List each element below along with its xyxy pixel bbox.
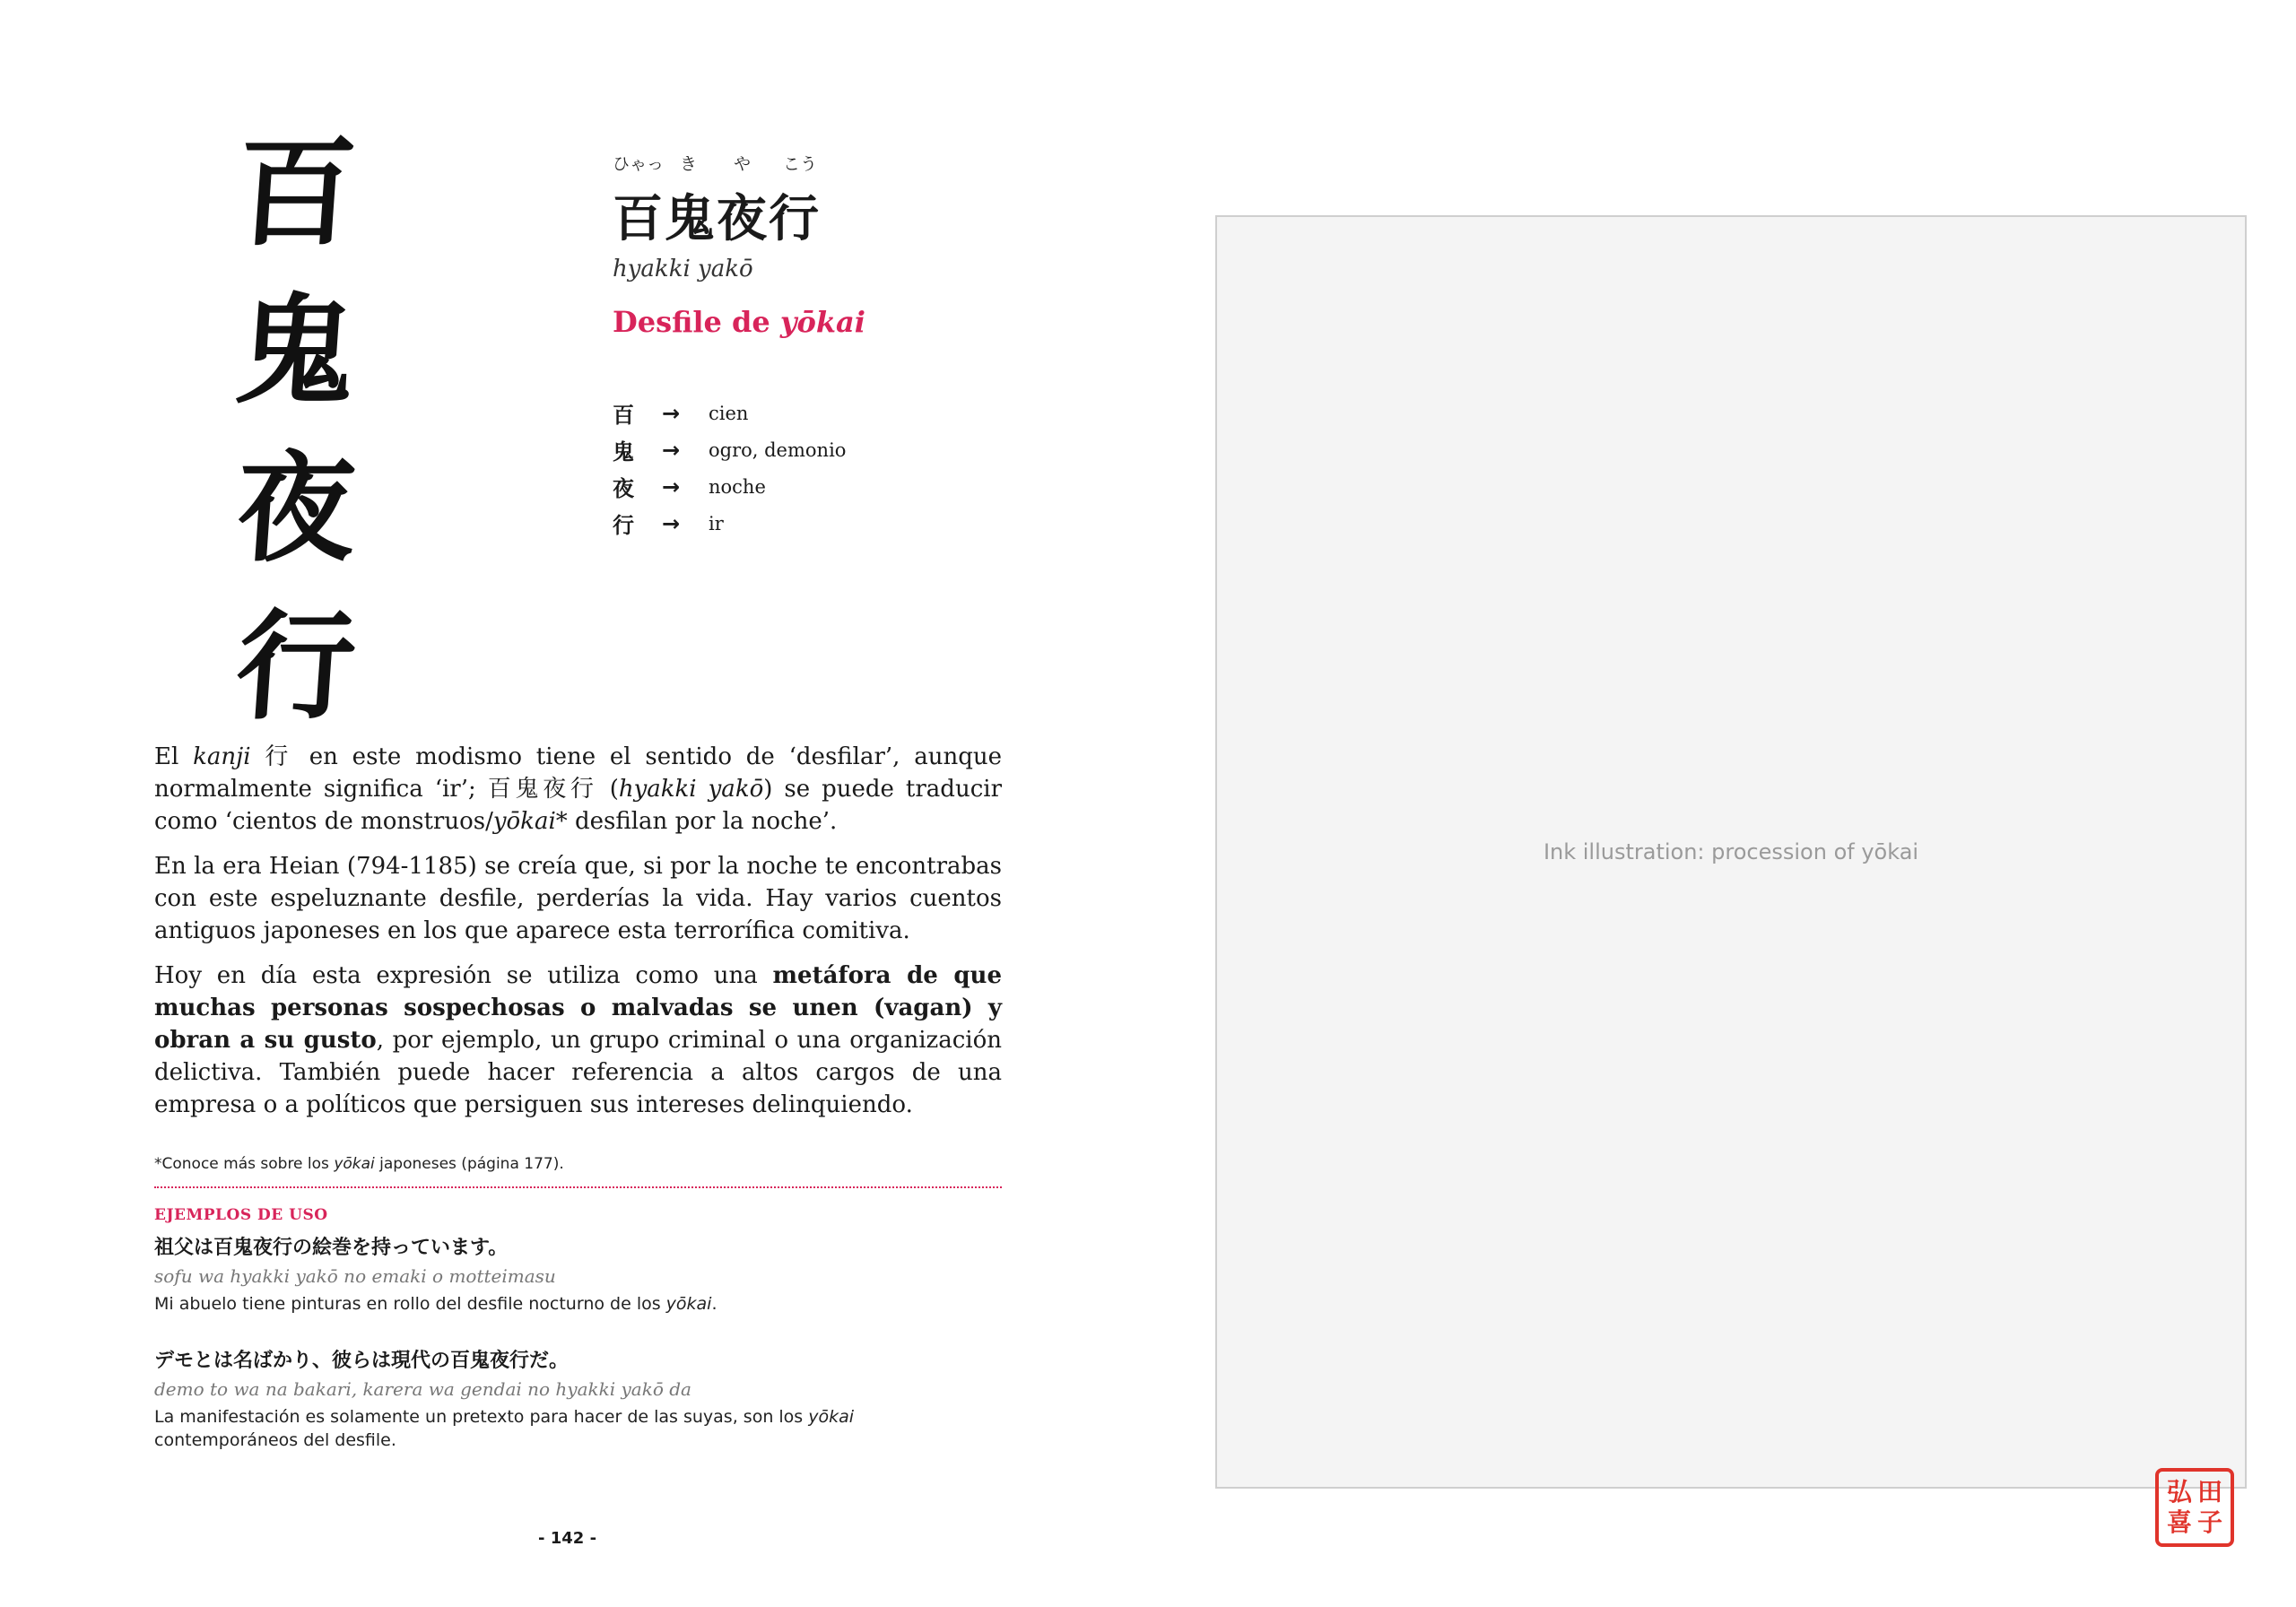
calligraphy-char: 夜 [231, 440, 361, 578]
calligraphy-column [211, 125, 381, 736]
text: La manifestación es solamente un pretexto para hacer de las suyas, son los [154, 1407, 809, 1427]
breakdown-row [613, 395, 846, 431]
illustration-label: Ink illustration: procession of yōkai [1543, 839, 1919, 864]
seal-glyph: 田 [2196, 1477, 2222, 1507]
seal-glyph: 子 [2196, 1507, 2222, 1537]
breakdown-row [613, 468, 846, 505]
seal-glyph: 弘 [2166, 1477, 2192, 1507]
example-japanese: 祖父は百鬼夜行の絵巻を持っています。 [154, 1237, 509, 1259]
paragraph [154, 960, 1002, 1121]
text: . [711, 1294, 718, 1314]
heading-meaning [613, 305, 865, 339]
text-italic: yōkai* [492, 808, 568, 835]
example-translation [154, 1292, 1002, 1316]
breakdown-kanji: 百 [613, 403, 634, 428]
furigana: や [734, 154, 752, 174]
example-japanese: デモとは名ばかり、彼らは現代の百鬼夜行だ。 [154, 1350, 570, 1372]
example [154, 1220, 1002, 1316]
illustration-placeholder [1215, 215, 2247, 1489]
breakdown-kanji: 鬼 [613, 439, 634, 465]
breakdown-meaning: cien [709, 402, 749, 424]
calligraphy-char: 百 [231, 125, 361, 263]
dotted-divider [154, 1186, 1002, 1188]
breakdown-kanji: 行 [613, 513, 634, 538]
furigana: こう [783, 154, 818, 174]
example-romaji: sofu wa hyakki yakō no emaki o motteimasu [154, 1265, 556, 1287]
heading-kanji: 百鬼夜行 [613, 190, 821, 248]
arrow-icon: → [662, 437, 681, 463]
text: desfilan por la noche’. [567, 808, 838, 835]
footnote [154, 1155, 564, 1173]
furigana: ひゃっ [613, 154, 665, 174]
meaning-text: Desfile de [613, 305, 780, 339]
arrow-icon: → [662, 510, 681, 536]
right-page [1148, 0, 2296, 1607]
breakdown-kanji: 夜 [613, 476, 634, 501]
text: contemporáneos del desfile. [154, 1430, 396, 1450]
furigana: き [680, 154, 698, 174]
text-italic: kanji [193, 743, 251, 770]
breakdown-row [613, 505, 846, 542]
examples-title: EJEMPLOS DE USO [154, 1206, 328, 1224]
text: ( [597, 776, 619, 803]
example-translation [154, 1405, 1002, 1452]
breakdown-meaning: ir [709, 512, 724, 534]
breakdown-meaning: noche [709, 475, 766, 498]
arrow-icon: → [662, 473, 681, 499]
calligraphy-char: 行 [231, 598, 361, 736]
heading-romaji: hyakki yakō [613, 256, 753, 282]
text-italic: hyakki yakō [618, 776, 764, 803]
arrow-icon: → [662, 400, 681, 426]
text: Mi abuelo tiene pinturas en rollo del desfile nocturno de los [154, 1294, 666, 1314]
text: , por ejemplo, un grupo criminal o una organización delictiva. También puede hacer referencia a altos cargos de una empresa o a políticos que persiguen sus intereses delinquiendo. [154, 1027, 1002, 1118]
breakdown-meaning: ogro, demonio [709, 439, 847, 461]
body-text [154, 741, 1002, 1134]
meaning-italic: yōkai [779, 305, 865, 339]
text-italic: yōkai [808, 1407, 855, 1427]
breakdown-row [613, 431, 846, 468]
calligraphy-char: 鬼 [231, 282, 361, 421]
text: El [154, 743, 194, 770]
inline-kanji: 百鬼夜行 [487, 776, 598, 803]
text: 行 en este modismo tiene el sentido de ‘desfilar’, aunque normalmente significa ‘ir’; [154, 743, 1002, 803]
kanji-breakdown [613, 395, 846, 542]
seal-glyph: 喜 [2166, 1507, 2192, 1537]
artist-seal [2155, 1468, 2234, 1547]
text: japoneses (página 177). [374, 1155, 564, 1173]
text-bold: metáfora de que muchas personas sospechosas o malvadas se unen (vagan) y obran a su gusto [154, 962, 1002, 1054]
paragraph [154, 741, 1002, 838]
example-romaji: demo to wa na bakari, karera wa gendai no hyakki yakō da [154, 1378, 691, 1400]
text-italic: yōkai [665, 1294, 712, 1314]
example [154, 1333, 1002, 1452]
text-italic: yōkai [334, 1155, 375, 1173]
page-number: - 142 - [538, 1529, 597, 1548]
paragraph: En la era Heian (794-1185) se creía que, si por la noche te encontrabas con este espeluznante desfile, perderías la vida. Hay varios cuentos antiguos japoneses en los que aparece esta terrorífica comitiva. [154, 853, 1002, 944]
text: *Conoce más sobre los [154, 1155, 335, 1173]
text: ) se puede traducir como ‘cientos de monstruos/ [154, 776, 1002, 835]
text: Hoy en día esta expresión se utiliza como una [154, 962, 773, 989]
